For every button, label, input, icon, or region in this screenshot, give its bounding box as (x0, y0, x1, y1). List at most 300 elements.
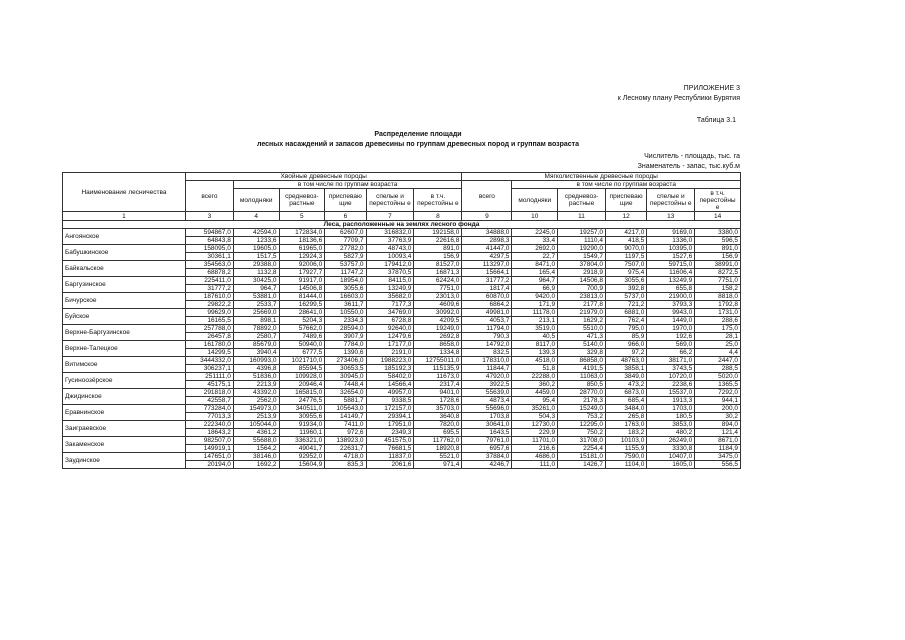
column-number: 1 (63, 212, 186, 221)
stock-cell: 28,1 (695, 333, 741, 341)
area-cell: 273406,0 (325, 357, 366, 365)
stock-cell: 22,7 (512, 253, 558, 261)
area-cell: 160993,0 (233, 357, 279, 365)
area-cell: 5140,0 (558, 341, 606, 349)
column-number: 4 (233, 212, 279, 221)
area-cell: 178310,0 (462, 357, 512, 365)
stock-cell: 15604,9 (279, 461, 325, 469)
header-conifer-mature: спелые и перестойны е (366, 189, 414, 212)
stock-cell: 22616,8 (414, 237, 462, 245)
area-cell: 19605,0 (233, 245, 279, 253)
stock-cell: 898,1 (233, 317, 279, 325)
area-cell: 92640,0 (366, 325, 414, 333)
stock-cell: 4246,7 (462, 461, 512, 469)
stock-cell: 1728,6 (414, 397, 462, 405)
stock-cell: 685,4 (605, 397, 646, 405)
stock-cell: 721,2 (605, 301, 646, 309)
area-cell: 10395,0 (647, 245, 695, 253)
area-cell: 257788,0 (185, 325, 233, 333)
stock-cell: 156,9 (695, 253, 741, 261)
stock-cell: 1449,0 (647, 317, 695, 325)
stock-cell: 1643,5 (462, 429, 512, 437)
area-cell: 31708,0 (558, 437, 606, 445)
stock-cell: 2349,3 (366, 429, 414, 437)
forestry-name: Витимское (63, 357, 186, 373)
area-cell: 291818,0 (185, 389, 233, 397)
area-cell: 225411,0 (185, 277, 233, 285)
area-cell: 15537,0 (647, 389, 695, 397)
stock-cell: 4873,4 (462, 397, 512, 405)
stock-cell: 13249,9 (366, 285, 414, 293)
stock-cell: 20194,0 (185, 461, 233, 469)
stock-cell: 1334,8 (414, 349, 462, 357)
stock-cell: 2213,9 (233, 381, 279, 389)
area-cell: 966,0 (605, 341, 646, 349)
table-row-area (63, 293, 741, 301)
stock-cell: 95,4 (512, 397, 558, 405)
appendix-line2: к Лесному плану Республики Бурятия (617, 95, 740, 102)
table-row-area (63, 341, 741, 349)
stock-cell: 850,5 (558, 381, 606, 389)
area-cell: 48743,0 (366, 245, 414, 253)
stock-cell: 1184,9 (695, 445, 741, 453)
stock-cell: 14299,5 (185, 349, 233, 357)
stock-cell: 31777,2 (185, 285, 233, 293)
area-cell: 32654,0 (325, 389, 366, 397)
area-cell: 28641,0 (279, 309, 325, 317)
stock-cell: 1629,2 (558, 317, 606, 325)
stock-cell: 158,2 (695, 285, 741, 293)
area-cell: 354563,0 (185, 261, 233, 269)
area-cell: 34888,0 (462, 229, 512, 237)
header-conifer-premature: приспеваю щие (325, 189, 366, 212)
area-cell: 28770,0 (558, 389, 606, 397)
stock-cell: 11844,7 (462, 365, 512, 373)
area-cell: 17951,0 (366, 421, 414, 429)
forestry-name: Гусиноозёрское (63, 373, 186, 389)
header-name: Наименование лесничества (63, 173, 186, 212)
column-number: 5 (279, 212, 325, 221)
area-cell: 58402,0 (366, 373, 414, 381)
area-cell: 38171,0 (647, 357, 695, 365)
stock-cell: 471,3 (558, 333, 606, 341)
area-cell: 38146,0 (233, 453, 279, 461)
table-row-area (63, 453, 741, 461)
stock-cell: 85,9 (605, 333, 646, 341)
table-number: Таблица 3.1 (696, 117, 736, 124)
area-cell: 2447,0 (695, 357, 741, 365)
header-conifer-total: всего (185, 181, 233, 212)
area-cell: 91934,0 (279, 421, 325, 429)
column-number: 10 (512, 212, 558, 221)
stock-cell: 30955,6 (279, 413, 325, 421)
area-cell: 8117,0 (512, 341, 558, 349)
appendix-label (560, 84, 740, 104)
stock-cell: 2317,4 (414, 381, 462, 389)
stock-cell: 29394,1 (366, 413, 414, 421)
stock-cell: 3743,5 (647, 365, 695, 373)
stock-cell: 45175,1 (185, 381, 233, 389)
stock-cell: 1390,6 (325, 349, 366, 357)
stock-cell: 4191,5 (558, 365, 606, 373)
area-cell: 9169,0 (647, 229, 695, 237)
stock-cell: 3940,4 (233, 349, 279, 357)
stock-cell: 12924,3 (279, 253, 325, 261)
area-cell: 12730,0 (512, 421, 558, 429)
area-cell: 891,0 (695, 245, 741, 253)
area-cell: 200,0 (695, 405, 741, 413)
table-row-area (63, 389, 741, 397)
stock-cell: 392,8 (605, 285, 646, 293)
area-cell: 8671,0 (695, 437, 741, 445)
area-cell: 3853,0 (647, 421, 695, 429)
area-cell: 222340,0 (185, 421, 233, 429)
stock-cell: 42558,7 (185, 397, 233, 405)
stock-cell: 1365,5 (695, 381, 741, 389)
stock-cell: 30,2 (695, 413, 741, 421)
stock-cell: 180,5 (647, 413, 695, 421)
area-cell: 34769,0 (366, 309, 414, 317)
forestry-name: Бабушкинское (63, 245, 186, 261)
area-cell: 7292,0 (695, 389, 741, 397)
area-cell: 21979,0 (558, 309, 606, 317)
stock-cell: 1336,0 (647, 237, 695, 245)
stock-cell: 1792,8 (695, 301, 741, 309)
area-cell: 5020,0 (695, 373, 741, 381)
area-cell: 3519,0 (512, 325, 558, 333)
header-deciduous-group: Мягколиственные древесные породы (462, 173, 741, 181)
table-row-area (63, 229, 741, 237)
area-cell: 41447,0 (462, 245, 512, 253)
area-cell: 30641,0 (462, 421, 512, 429)
area-cell: 9070,0 (605, 245, 646, 253)
area-cell: 10720,0 (647, 373, 695, 381)
area-cell: 85679,0 (233, 341, 279, 349)
area-cell: 19257,0 (558, 229, 606, 237)
table-row-area (63, 437, 741, 445)
stock-cell: 11606,4 (647, 269, 695, 277)
area-cell: 5737,0 (605, 293, 646, 301)
stock-cell: 971,4 (414, 461, 462, 469)
area-cell: 964,7 (512, 277, 558, 285)
stock-cell: 20946,4 (279, 381, 325, 389)
table-row-area (63, 421, 741, 429)
area-cell: 7751,0 (695, 277, 741, 285)
stock-cell: 5204,3 (279, 317, 325, 325)
area-cell: 19249,0 (414, 325, 462, 333)
area-cell: 23013,0 (414, 293, 462, 301)
area-cell: 3484,0 (605, 405, 646, 413)
stock-cell: 700,9 (558, 285, 606, 293)
area-cell: 53757,0 (325, 261, 366, 269)
stock-cell: 2692,8 (414, 333, 462, 341)
stock-cell: 12479,6 (366, 333, 414, 341)
column-number: 14 (695, 212, 741, 221)
stock-cell: 3640,8 (414, 413, 462, 421)
area-cell: 4718,0 (325, 453, 366, 461)
forestry-name: Заудинское (63, 453, 186, 469)
stock-cell: 7751,0 (414, 285, 462, 293)
forestry-name: Джидинское (63, 389, 186, 405)
stock-cell: 11747,2 (325, 269, 366, 277)
header-deciduous-overmature: в т.ч. перестойны е (695, 189, 741, 212)
stock-cell: 149919,1 (185, 445, 233, 453)
stock-cell: 165,4 (512, 269, 558, 277)
area-cell: 25,0 (695, 341, 741, 349)
area-cell: 12295,0 (558, 421, 606, 429)
stock-cell: 753,2 (558, 413, 606, 421)
area-cell: 78892,0 (233, 325, 279, 333)
forestry-name: Ангоянское (63, 229, 186, 245)
area-cell: 47920,0 (462, 373, 512, 381)
area-cell: 158095,0 (185, 245, 233, 253)
column-number: 13 (647, 212, 695, 221)
area-cell: 55639,0 (462, 389, 512, 397)
area-cell: 2692,0 (512, 245, 558, 253)
stock-cell: 2334,3 (325, 317, 366, 325)
stock-cell: 185192,3 (366, 365, 414, 373)
stock-cell: 1692,2 (233, 461, 279, 469)
stock-cell: 18920,8 (414, 445, 462, 453)
area-cell: 982507,0 (185, 437, 233, 445)
area-cell: 15181,0 (558, 453, 606, 461)
area-cell: 30425,0 (233, 277, 279, 285)
stock-cell: 360,2 (512, 381, 558, 389)
stock-cell: 66,2 (647, 349, 695, 357)
header-deciduous-young: молодняки (512, 189, 558, 212)
area-cell: 147651,0 (185, 453, 233, 461)
header-conifer-overmature: в т.ч. перестойны е (414, 189, 462, 212)
area-cell: 28594,0 (325, 325, 366, 333)
stock-cell: 7709,7 (325, 237, 366, 245)
header-deciduous-premature: приспеваю щие (605, 189, 646, 212)
area-cell: 57662,0 (279, 325, 325, 333)
stock-cell: 288,6 (695, 317, 741, 325)
stock-cell: 762,4 (605, 317, 646, 325)
area-cell: 795,0 (605, 325, 646, 333)
area-cell: 8658,0 (414, 341, 462, 349)
stock-cell: 33,4 (512, 237, 558, 245)
area-cell: 14792,0 (462, 341, 512, 349)
area-cell: 11837,0 (366, 453, 414, 461)
header-conifer-group: Хвойные древесные породы (185, 173, 461, 181)
document-title (120, 130, 716, 150)
stock-cell: 171,9 (512, 301, 558, 309)
stock-cell: 18136,6 (279, 237, 325, 245)
area-cell: 25669,0 (233, 309, 279, 317)
stock-cell: 972,6 (325, 429, 366, 437)
area-cell: 15249,0 (558, 405, 606, 413)
area-cell: 3444332,0 (185, 357, 233, 365)
stock-cell: 1527,6 (647, 253, 695, 261)
stock-cell: 17927,7 (279, 269, 325, 277)
stock-cell: 1564,2 (233, 445, 279, 453)
stock-cell: 2562,0 (233, 397, 279, 405)
stock-cell: 1233,6 (233, 237, 279, 245)
area-cell: 251111,0 (185, 373, 233, 381)
header-deciduous-mature: спелые и перестойны е (647, 189, 695, 212)
area-cell: 175,0 (695, 325, 741, 333)
area-cell: 59715,0 (647, 261, 695, 269)
stock-cell: 480,2 (647, 429, 695, 437)
stock-cell: 3055,6 (325, 285, 366, 293)
area-cell: 4217,0 (605, 229, 646, 237)
stock-cell: 1155,9 (605, 445, 646, 453)
area-cell: 340511,0 (279, 405, 325, 413)
stock-cell: 2238,6 (647, 381, 695, 389)
area-cell: 35261,0 (512, 405, 558, 413)
stock-cell: 695,5 (414, 429, 462, 437)
header-deciduous-middle: средневоз-растные (558, 189, 606, 212)
area-cell: 30945,0 (325, 373, 366, 381)
area-cell: 84115,0 (366, 277, 414, 285)
units-line1: Числитель - площадь, тыс. га (644, 153, 740, 160)
area-cell: 53881,0 (233, 293, 279, 301)
area-cell: 6881,0 (605, 309, 646, 317)
area-cell: 16603,0 (325, 293, 366, 301)
area-cell: 14506,8 (558, 277, 606, 285)
area-cell: 10407,0 (647, 453, 695, 461)
stock-cell: 8272,5 (695, 269, 741, 277)
area-cell: 27782,0 (325, 245, 366, 253)
stock-cell: 9338,5 (366, 397, 414, 405)
stock-cell: 4361,2 (233, 429, 279, 437)
stock-cell: 3858,1 (605, 365, 646, 373)
area-cell: 4518,0 (512, 357, 558, 365)
area-cell: 79761,0 (462, 437, 512, 445)
area-cell: 1988223,0 (366, 357, 414, 365)
stock-cell: 16871,3 (414, 269, 462, 277)
stock-cell: 37763,9 (366, 237, 414, 245)
stock-cell: 68878,2 (185, 269, 233, 277)
column-number: 7 (366, 212, 414, 221)
area-cell: 11701,0 (512, 437, 558, 445)
area-cell: 1763,0 (605, 421, 646, 429)
area-cell: 92006,0 (279, 261, 325, 269)
stock-cell: 504,3 (512, 413, 558, 421)
stock-cell: 5827,9 (325, 253, 366, 261)
area-cell: 7590,0 (605, 453, 646, 461)
stock-cell: 3922,5 (462, 381, 512, 389)
stock-cell: 2254,4 (558, 445, 606, 453)
area-cell: 55696,0 (462, 405, 512, 413)
header-row-groups (63, 173, 741, 181)
area-cell: 35682,0 (366, 293, 414, 301)
area-cell: 10103,0 (605, 437, 646, 445)
area-cell: 7507,0 (605, 261, 646, 269)
area-cell: 49957,0 (366, 389, 414, 397)
area-cell: 42594,0 (233, 229, 279, 237)
stock-cell: 77013,3 (185, 413, 233, 421)
stock-cell: 655,8 (647, 285, 695, 293)
stock-cell: 4609,6 (414, 301, 462, 309)
stock-cell: 2191,0 (366, 349, 414, 357)
area-cell: 8471,0 (512, 261, 558, 269)
area-cell: 22288,0 (512, 373, 558, 381)
stock-cell: 30361,1 (185, 253, 233, 261)
column-number: 6 (325, 212, 366, 221)
stock-cell: 975,4 (605, 269, 646, 277)
stock-cell: 750,2 (558, 429, 606, 437)
area-cell: 62424,0 (414, 277, 462, 285)
area-cell: 51836,0 (233, 373, 279, 381)
stock-cell: 306237,1 (185, 365, 233, 373)
area-cell: 451575,0 (366, 437, 414, 445)
column-number: 8 (414, 212, 462, 221)
area-cell: 19290,0 (558, 245, 606, 253)
stock-cell: 37870,5 (366, 269, 414, 277)
stock-cell: 139,3 (512, 349, 558, 357)
stock-cell: 2580,7 (233, 333, 279, 341)
area-cell: 5510,0 (558, 325, 606, 333)
area-cell: 37884,0 (462, 453, 512, 461)
stock-cell: 14566,4 (366, 381, 414, 389)
stock-cell: 213,1 (512, 317, 558, 325)
stock-cell: 4297,5 (462, 253, 512, 261)
stock-cell: 1517,5 (233, 253, 279, 261)
stock-cell: 790,3 (462, 333, 512, 341)
header-conifer-young: молодняки (233, 189, 279, 212)
stock-cell: 2177,8 (558, 301, 606, 309)
area-cell: 117762,0 (414, 437, 462, 445)
area-cell: 11673,0 (414, 373, 462, 381)
stock-cell: 1549,7 (558, 253, 606, 261)
area-cell: 48763,0 (605, 357, 646, 365)
area-cell: 4459,0 (512, 389, 558, 397)
area-cell: 192158,0 (414, 229, 462, 237)
stock-cell: 26457,8 (185, 333, 233, 341)
stock-cell: 29822,2 (185, 301, 233, 309)
area-cell: 1021710,0 (279, 357, 325, 365)
stock-cell: 835,3 (325, 461, 366, 469)
stock-cell: 24776,5 (279, 397, 325, 405)
area-cell: 165815,0 (279, 389, 325, 397)
area-cell: 9943,0 (647, 309, 695, 317)
header-deciduous-total: всего (462, 181, 512, 212)
forestry-name: Закаменское (63, 437, 186, 453)
area-cell: 773284,0 (185, 405, 233, 413)
area-cell: 5521,0 (414, 453, 462, 461)
area-cell: 61965,0 (279, 245, 325, 253)
area-cell: 2245,0 (512, 229, 558, 237)
area-cell: 18954,0 (325, 277, 366, 285)
table-row-area (63, 373, 741, 381)
stock-cell: 66,9 (512, 285, 558, 293)
stock-cell: 7177,3 (366, 301, 414, 309)
stock-cell: 6864,2 (462, 301, 512, 309)
stock-cell: 1104,0 (605, 461, 646, 469)
area-cell: 1970,0 (647, 325, 695, 333)
stock-cell: 10093,4 (366, 253, 414, 261)
stock-cell: 2513,9 (233, 413, 279, 421)
area-cell: 81444,0 (279, 293, 325, 301)
stock-cell: 1110,4 (558, 237, 606, 245)
header-deciduous-age: в том числе по группам возраста (512, 181, 741, 189)
area-cell: 105643,0 (325, 405, 366, 413)
area-cell: 172157,0 (366, 405, 414, 413)
area-cell: 594867,0 (185, 229, 233, 237)
stock-cell: 216,6 (512, 445, 558, 453)
forestry-name: Верхне-Талецкое (63, 341, 186, 357)
area-cell: 9420,0 (512, 293, 558, 301)
stock-cell: 288,5 (695, 365, 741, 373)
column-number: 11 (558, 212, 606, 221)
stock-cell: 76681,5 (366, 445, 414, 453)
stock-cell: 4396,8 (233, 365, 279, 373)
table-row-area (63, 357, 741, 365)
table-row-area (63, 277, 741, 285)
stock-cell: 4053,7 (462, 317, 512, 325)
